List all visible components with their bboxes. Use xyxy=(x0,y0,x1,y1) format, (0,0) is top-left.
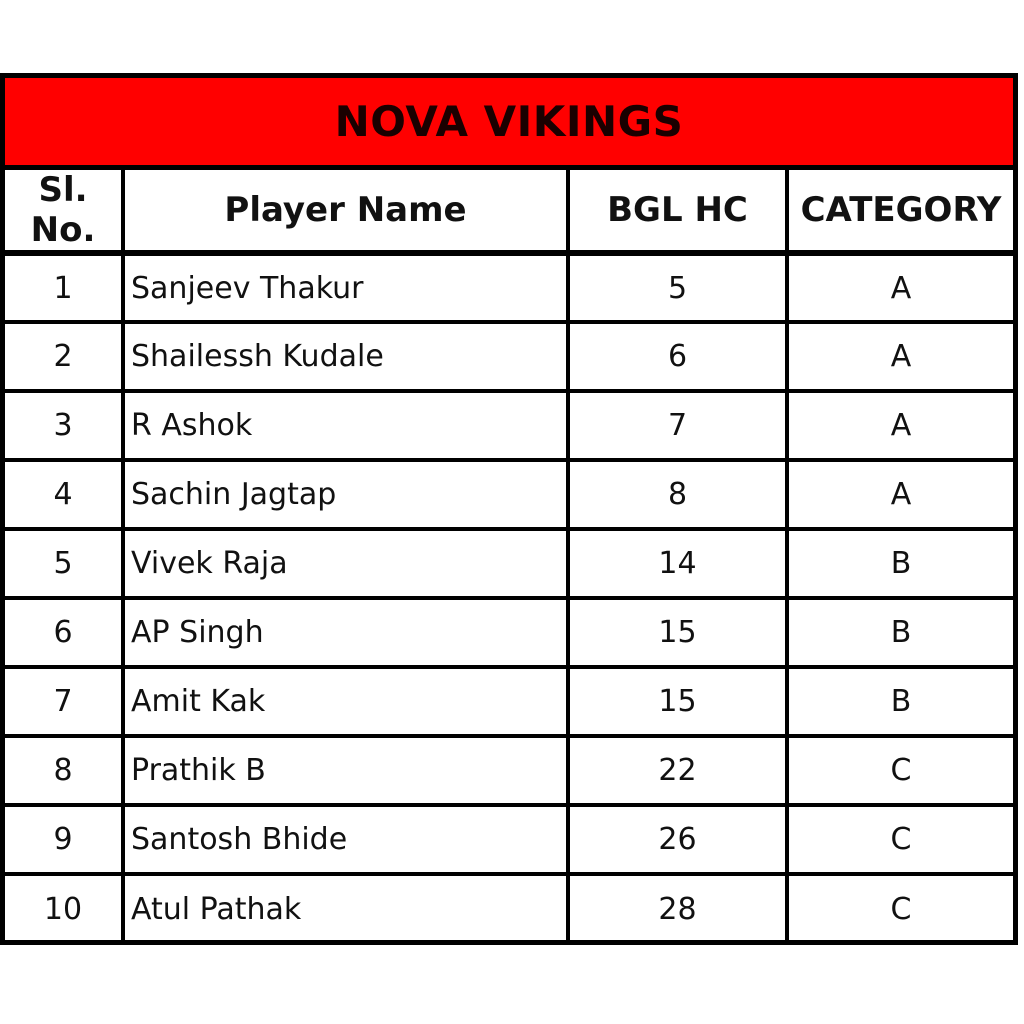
cell-category: B xyxy=(787,529,1013,598)
table-row xyxy=(5,322,1013,391)
table-row xyxy=(5,529,1013,598)
cell-player-name: Atul Pathak xyxy=(123,874,568,943)
cell-category: C xyxy=(787,874,1013,943)
table-row xyxy=(5,874,1013,943)
cell-bgl-hc: 15 xyxy=(568,598,787,667)
cell-category: B xyxy=(787,598,1013,667)
cell-bgl-hc: 26 xyxy=(568,805,787,874)
table-row xyxy=(5,736,1013,805)
cell-category: C xyxy=(787,805,1013,874)
cell-sl-no: 5 xyxy=(5,529,123,598)
cell-category: A xyxy=(787,391,1013,460)
cell-category: C xyxy=(787,736,1013,805)
cell-bgl-hc: 6 xyxy=(568,322,787,391)
cell-bgl-hc: 15 xyxy=(568,667,787,736)
cell-player-name: R Ashok xyxy=(123,391,568,460)
cell-player-name: AP Singh xyxy=(123,598,568,667)
cell-bgl-hc: 8 xyxy=(568,460,787,529)
table-row xyxy=(5,391,1013,460)
cell-sl-no: 9 xyxy=(5,805,123,874)
cell-player-name: Santosh Bhide xyxy=(123,805,568,874)
cell-sl-no: 8 xyxy=(5,736,123,805)
cell-player-name: Sachin Jagtap xyxy=(123,460,568,529)
cell-bgl-hc: 5 xyxy=(568,253,787,322)
cell-sl-no: 10 xyxy=(5,874,123,943)
cell-sl-no: 7 xyxy=(5,667,123,736)
table-row xyxy=(5,460,1013,529)
cell-category: B xyxy=(787,667,1013,736)
cell-bgl-hc: 22 xyxy=(568,736,787,805)
header-player-name: Player Name xyxy=(123,170,568,253)
roster-table xyxy=(5,170,1013,943)
cell-bgl-hc: 28 xyxy=(568,874,787,943)
cell-player-name: Shailessh Kudale xyxy=(123,322,568,391)
table-row xyxy=(5,598,1013,667)
cell-player-name: Amit Kak xyxy=(123,667,568,736)
header-category: CATEGORY xyxy=(787,170,1013,253)
team-title: NOVA VIKINGS xyxy=(5,78,1013,170)
table-row xyxy=(5,667,1013,736)
cell-player-name: Sanjeev Thakur xyxy=(123,253,568,322)
cell-sl-no: 1 xyxy=(5,253,123,322)
cell-category: A xyxy=(787,460,1013,529)
cell-sl-no: 2 xyxy=(5,322,123,391)
table-row xyxy=(5,805,1013,874)
header-sl-no: Sl. No. xyxy=(5,170,123,253)
cell-bgl-hc: 7 xyxy=(568,391,787,460)
cell-category: A xyxy=(787,253,1013,322)
header-row xyxy=(5,170,1013,253)
cell-category: A xyxy=(787,322,1013,391)
table-row xyxy=(5,253,1013,322)
cell-bgl-hc: 14 xyxy=(568,529,787,598)
cell-sl-no: 3 xyxy=(5,391,123,460)
cell-player-name: Prathik B xyxy=(123,736,568,805)
header-bgl-hc: BGL HC xyxy=(568,170,787,253)
cell-sl-no: 4 xyxy=(5,460,123,529)
team-roster-sheet xyxy=(0,73,1018,945)
cell-player-name: Vivek Raja xyxy=(123,529,568,598)
cell-sl-no: 6 xyxy=(5,598,123,667)
